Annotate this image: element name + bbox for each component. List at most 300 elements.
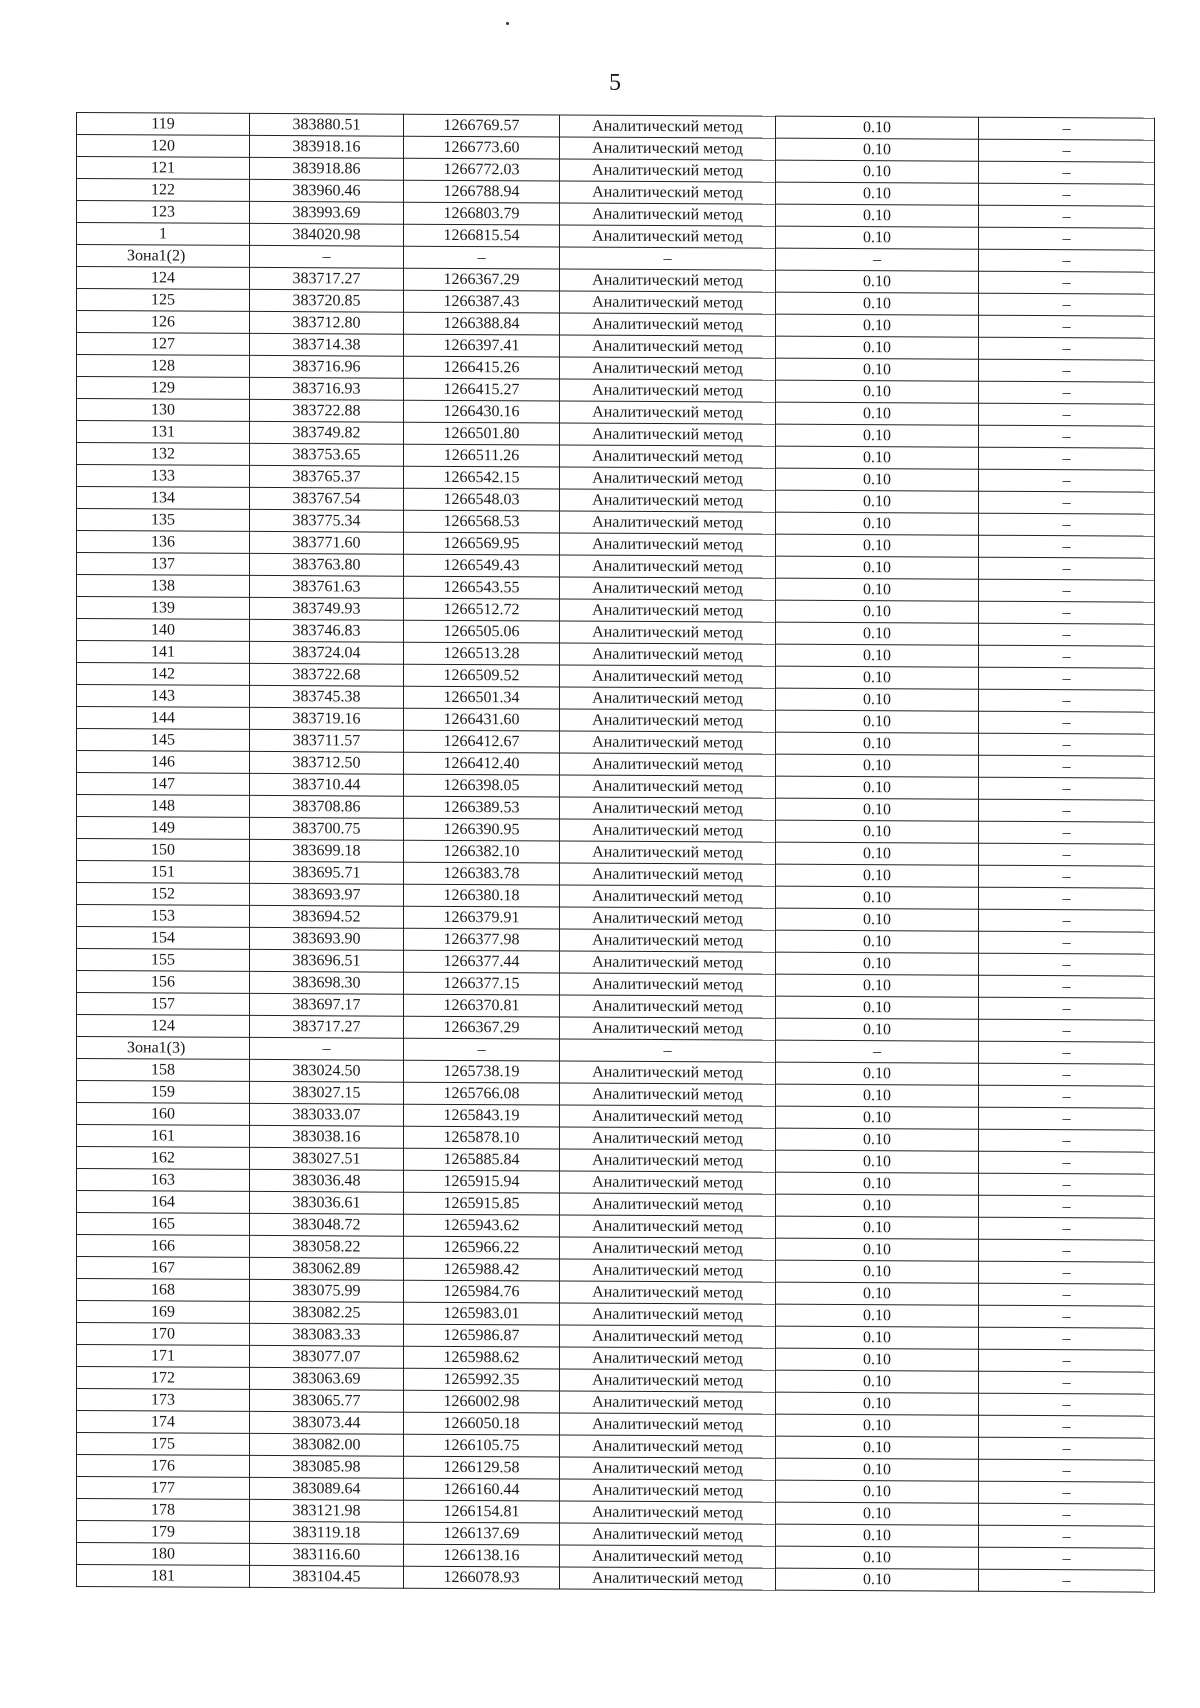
x-coordinate-cell: 383693.90 <box>250 927 404 950</box>
accuracy-cell: 0.10 <box>776 1546 979 1569</box>
x-coordinate-cell: 384020.98 <box>250 223 404 246</box>
note-cell: – <box>979 1217 1155 1240</box>
x-coordinate-cell: 383027.51 <box>250 1147 404 1170</box>
note-cell: – <box>979 931 1155 954</box>
method-cell: Аналитический метод <box>560 445 776 468</box>
x-coordinate-cell: 383716.96 <box>250 355 404 378</box>
method-cell: Аналитический метод <box>560 863 776 886</box>
point-number-cell: 125 <box>77 289 250 312</box>
y-coordinate-cell: 1266772.03 <box>404 158 560 181</box>
note-cell: – <box>979 117 1155 140</box>
note-cell: – <box>979 909 1155 932</box>
accuracy-cell: 0.10 <box>776 820 979 843</box>
note-cell: – <box>979 1415 1155 1438</box>
method-cell: Аналитический метод <box>560 1127 776 1150</box>
x-coordinate-cell: 383918.16 <box>250 135 404 158</box>
accuracy-cell: 0.10 <box>776 732 979 755</box>
method-cell: Аналитический метод <box>560 357 776 380</box>
y-coordinate-cell: 1266050.18 <box>404 1412 560 1435</box>
point-number-cell: 160 <box>77 1103 250 1126</box>
accuracy-cell: 0.10 <box>776 402 979 425</box>
y-coordinate-cell: 1266511.26 <box>404 444 560 467</box>
accuracy-cell: 0.10 <box>776 1502 979 1525</box>
note-cell: – <box>979 689 1155 712</box>
point-number-cell: 131 <box>77 421 250 444</box>
accuracy-cell: 0.10 <box>776 1106 979 1129</box>
point-number-cell: 146 <box>77 751 250 774</box>
method-cell: Аналитический метод <box>560 687 776 710</box>
point-number-cell: 137 <box>77 553 250 576</box>
point-number-cell: 178 <box>77 1499 250 1522</box>
note-cell: – <box>979 975 1155 998</box>
table-row <box>77 1565 1155 1593</box>
point-number-cell: 163 <box>77 1169 250 1192</box>
accuracy-cell: 0.10 <box>776 1480 979 1503</box>
method-cell: Аналитический метод <box>560 1369 776 1392</box>
x-coordinate-cell: 383775.34 <box>250 509 404 532</box>
accuracy-cell: 0.10 <box>776 1238 979 1261</box>
note-cell: – <box>979 843 1155 866</box>
point-number-cell: 128 <box>77 355 250 378</box>
y-coordinate-cell: 1265988.62 <box>404 1346 560 1369</box>
x-coordinate-cell: 383763.80 <box>250 553 404 576</box>
method-cell: Аналитический метод <box>560 841 776 864</box>
point-number-cell: 143 <box>77 685 250 708</box>
method-cell: Аналитический метод <box>560 599 776 622</box>
y-coordinate-cell: 1266390.95 <box>404 818 560 841</box>
method-cell: – <box>560 247 776 270</box>
x-coordinate-cell: 383082.25 <box>250 1301 404 1324</box>
accuracy-cell: 0.10 <box>776 1568 979 1591</box>
x-coordinate-cell: 383083.33 <box>250 1323 404 1346</box>
point-number-cell: 177 <box>77 1477 250 1500</box>
accuracy-cell: 0.10 <box>776 578 979 601</box>
x-coordinate-cell: 383036.61 <box>250 1191 404 1214</box>
point-number-cell: 179 <box>77 1521 250 1544</box>
method-cell: Аналитический метод <box>560 181 776 204</box>
y-coordinate-cell: 1266367.29 <box>404 1016 560 1039</box>
note-cell: – <box>979 337 1155 360</box>
y-coordinate-cell: 1265986.87 <box>404 1324 560 1347</box>
note-cell: – <box>979 315 1155 338</box>
y-coordinate-cell: 1266382.10 <box>404 840 560 863</box>
note-cell: – <box>979 645 1155 668</box>
y-coordinate-cell: 1266788.94 <box>404 180 560 203</box>
y-coordinate-cell: 1266543.55 <box>404 576 560 599</box>
y-coordinate-cell: 1265915.94 <box>404 1170 560 1193</box>
x-coordinate-cell: 383767.54 <box>250 487 404 510</box>
note-cell: – <box>979 733 1155 756</box>
x-coordinate-cell: 383771.60 <box>250 531 404 554</box>
x-coordinate-cell: 383700.75 <box>250 817 404 840</box>
note-cell: – <box>979 425 1155 448</box>
method-cell: Аналитический метод <box>560 1237 776 1260</box>
point-number-cell: 147 <box>77 773 250 796</box>
x-coordinate-cell: 383712.50 <box>250 751 404 774</box>
point-number-cell: 148 <box>77 795 250 818</box>
point-number-cell: 141 <box>77 641 250 664</box>
x-coordinate-cell: 383880.51 <box>250 113 404 136</box>
method-cell: Аналитический метод <box>560 643 776 666</box>
point-number-cell: 120 <box>77 135 250 158</box>
note-cell: – <box>979 799 1155 822</box>
note-cell: – <box>979 271 1155 294</box>
method-cell: Аналитический метод <box>560 1171 776 1194</box>
y-coordinate-cell: 1266568.53 <box>404 510 560 533</box>
accuracy-cell: 0.10 <box>776 1370 979 1393</box>
note-cell: – <box>979 623 1155 646</box>
method-cell: Аналитический метод <box>560 1457 776 1480</box>
accuracy-cell: 0.10 <box>776 886 979 909</box>
x-coordinate-cell: 383918.86 <box>250 157 404 180</box>
y-coordinate-cell: 1266137.69 <box>404 1522 560 1545</box>
method-cell: Аналитический метод <box>560 1325 776 1348</box>
accuracy-cell: 0.10 <box>776 754 979 777</box>
y-coordinate-cell: 1266397.41 <box>404 334 560 357</box>
y-coordinate-cell: 1266367.29 <box>404 268 560 291</box>
note-cell: – <box>979 491 1155 514</box>
note-cell: – <box>979 953 1155 976</box>
accuracy-cell: 0.10 <box>776 908 979 931</box>
note-cell: – <box>979 557 1155 580</box>
y-coordinate-cell: 1266569.95 <box>404 532 560 555</box>
point-number-cell: 180 <box>77 1543 250 1566</box>
point-number-cell: 175 <box>77 1433 250 1456</box>
x-coordinate-cell: 383073.44 <box>250 1411 404 1434</box>
x-coordinate-cell: 383722.68 <box>250 663 404 686</box>
accuracy-cell: 0.10 <box>776 424 979 447</box>
point-number-cell: 173 <box>77 1389 250 1412</box>
method-cell: Аналитический метод <box>560 489 776 512</box>
accuracy-cell: 0.10 <box>776 446 979 469</box>
method-cell: Аналитический метод <box>560 1545 776 1568</box>
method-cell: – <box>560 1039 776 1062</box>
method-cell: Аналитический метод <box>560 577 776 600</box>
x-coordinate-cell: 383063.69 <box>250 1367 404 1390</box>
method-cell: Аналитический метод <box>560 159 776 182</box>
accuracy-cell: 0.10 <box>776 226 979 249</box>
accuracy-cell: 0.10 <box>776 116 979 139</box>
method-cell: Аналитический метод <box>560 137 776 160</box>
x-coordinate-cell: 383717.27 <box>250 267 404 290</box>
method-cell: Аналитический метод <box>560 731 776 754</box>
point-number-cell: 157 <box>77 993 250 1016</box>
x-coordinate-cell: 383038.16 <box>250 1125 404 1148</box>
accuracy-cell: 0.10 <box>776 1326 979 1349</box>
y-coordinate-cell: – <box>404 246 560 269</box>
x-coordinate-cell: 383749.93 <box>250 597 404 620</box>
y-coordinate-cell: 1265984.76 <box>404 1280 560 1303</box>
y-coordinate-cell: 1266387.43 <box>404 290 560 313</box>
point-number-cell: 150 <box>77 839 250 862</box>
point-number-cell: 167 <box>77 1257 250 1280</box>
x-coordinate-cell: 383712.80 <box>250 311 404 334</box>
accuracy-cell: 0.10 <box>776 1150 979 1173</box>
y-coordinate-cell: 1266773.60 <box>404 136 560 159</box>
y-coordinate-cell: 1266415.26 <box>404 356 560 379</box>
point-number-cell: 122 <box>77 179 250 202</box>
note-cell: – <box>979 1393 1155 1416</box>
point-number-cell: 123 <box>77 201 250 224</box>
x-coordinate-cell: 383116.60 <box>250 1543 404 1566</box>
method-cell: Аналитический метод <box>560 665 776 688</box>
y-coordinate-cell: 1266412.40 <box>404 752 560 775</box>
x-coordinate-cell: 383745.38 <box>250 685 404 708</box>
x-coordinate-cell: 383698.30 <box>250 971 404 994</box>
point-number-cell: 134 <box>77 487 250 510</box>
method-cell: Аналитический метод <box>560 621 776 644</box>
y-coordinate-cell: 1265983.01 <box>404 1302 560 1325</box>
x-coordinate-cell: 383121.98 <box>250 1499 404 1522</box>
method-cell: Аналитический метод <box>560 225 776 248</box>
x-coordinate-cell: 383696.51 <box>250 949 404 972</box>
note-cell: – <box>979 1503 1155 1526</box>
note-cell: – <box>979 1239 1155 1262</box>
note-cell: – <box>979 1349 1155 1372</box>
y-coordinate-cell: 1266377.15 <box>404 972 560 995</box>
scan-speck <box>506 22 509 25</box>
accuracy-cell: 0.10 <box>776 710 979 733</box>
method-cell: Аналитический метод <box>560 335 776 358</box>
y-coordinate-cell: 1266769.57 <box>404 114 560 137</box>
point-number-cell: 138 <box>77 575 250 598</box>
accuracy-cell: 0.10 <box>776 1524 979 1547</box>
note-cell: – <box>979 1459 1155 1482</box>
x-coordinate-cell: 383719.16 <box>250 707 404 730</box>
accuracy-cell: 0.10 <box>776 974 979 997</box>
note-cell: – <box>979 1173 1155 1196</box>
note-cell: – <box>979 601 1155 624</box>
note-cell: – <box>979 667 1155 690</box>
x-coordinate-cell: 383993.69 <box>250 201 404 224</box>
point-number-cell: 168 <box>77 1279 250 1302</box>
y-coordinate-cell: 1266548.03 <box>404 488 560 511</box>
y-coordinate-cell: 1266398.05 <box>404 774 560 797</box>
point-number-cell: 124 <box>77 1015 250 1038</box>
note-cell: – <box>979 755 1155 778</box>
accuracy-cell: 0.10 <box>776 1414 979 1437</box>
accuracy-cell: 0.10 <box>776 1436 979 1459</box>
point-number-cell: 149 <box>77 817 250 840</box>
accuracy-cell: 0.10 <box>776 776 979 799</box>
note-cell: – <box>979 183 1155 206</box>
method-cell: Аналитический метод <box>560 1061 776 1084</box>
note-cell: – <box>979 381 1155 404</box>
method-cell: Аналитический метод <box>560 1391 776 1414</box>
method-cell: Аналитический метод <box>560 1105 776 1128</box>
accuracy-cell: 0.10 <box>776 600 979 623</box>
y-coordinate-cell: 1266815.54 <box>404 224 560 247</box>
point-number-cell: 145 <box>77 729 250 752</box>
point-number-cell: 140 <box>77 619 250 642</box>
accuracy-cell: 0.10 <box>776 1018 979 1041</box>
method-cell: Аналитический метод <box>560 533 776 556</box>
method-cell: Аналитический метод <box>560 379 776 402</box>
method-cell: Аналитический метод <box>560 1193 776 1216</box>
y-coordinate-cell: 1266542.15 <box>404 466 560 489</box>
note-cell: – <box>979 513 1155 536</box>
method-cell: Аналитический метод <box>560 1347 776 1370</box>
accuracy-cell: 0.10 <box>776 182 979 205</box>
note-cell: – <box>979 1129 1155 1152</box>
y-coordinate-cell: 1265766.08 <box>404 1082 560 1105</box>
accuracy-cell: 0.10 <box>776 1062 979 1085</box>
method-cell: Аналитический метод <box>560 291 776 314</box>
point-number-cell: 142 <box>77 663 250 686</box>
accuracy-cell: 0.10 <box>776 204 979 227</box>
method-cell: Аналитический метод <box>560 511 776 534</box>
accuracy-cell: 0.10 <box>776 864 979 887</box>
note-cell: – <box>979 777 1155 800</box>
y-coordinate-cell: 1265878.10 <box>404 1126 560 1149</box>
accuracy-cell: 0.10 <box>776 160 979 183</box>
y-coordinate-cell: 1266803.79 <box>404 202 560 225</box>
accuracy-cell: 0.10 <box>776 270 979 293</box>
note-cell: – <box>979 1525 1155 1548</box>
method-cell: Аналитический метод <box>560 819 776 842</box>
y-coordinate-cell: 1266513.28 <box>404 642 560 665</box>
accuracy-cell: 0.10 <box>776 314 979 337</box>
y-coordinate-cell: 1266380.18 <box>404 884 560 907</box>
method-cell: Аналитический метод <box>560 313 776 336</box>
y-coordinate-cell: 1266431.60 <box>404 708 560 731</box>
note-cell: – <box>979 447 1155 470</box>
note-cell: – <box>979 205 1155 228</box>
point-number-cell: 174 <box>77 1411 250 1434</box>
x-coordinate-cell: 383699.18 <box>250 839 404 862</box>
method-cell: Аналитический метод <box>560 1149 776 1172</box>
coordinates-table <box>76 112 1155 1593</box>
accuracy-cell: 0.10 <box>776 1304 979 1327</box>
x-coordinate-cell: 383693.97 <box>250 883 404 906</box>
accuracy-cell: 0.10 <box>776 996 979 1019</box>
x-coordinate-cell: 383065.77 <box>250 1389 404 1412</box>
y-coordinate-cell: 1265988.42 <box>404 1258 560 1281</box>
y-coordinate-cell: 1266509.52 <box>404 664 560 687</box>
note-cell: – <box>979 711 1155 734</box>
accuracy-cell: 0.10 <box>776 380 979 403</box>
accuracy-cell: 0.10 <box>776 336 979 359</box>
coordinates-table-container <box>76 112 1154 1590</box>
method-cell: Аналитический метод <box>560 203 776 226</box>
point-number-cell: 172 <box>77 1367 250 1390</box>
point-number-cell: 126 <box>77 311 250 334</box>
accuracy-cell: 0.10 <box>776 534 979 557</box>
note-cell: – <box>979 249 1155 272</box>
x-coordinate-cell: 383765.37 <box>250 465 404 488</box>
accuracy-cell: 0.10 <box>776 1392 979 1415</box>
accuracy-cell: 0.10 <box>776 1260 979 1283</box>
method-cell: Аналитический метод <box>560 775 776 798</box>
note-cell: – <box>979 1569 1155 1592</box>
y-coordinate-cell: 1266160.44 <box>404 1478 560 1501</box>
accuracy-cell: 0.10 <box>776 1458 979 1481</box>
y-coordinate-cell: 1266002.98 <box>404 1390 560 1413</box>
x-coordinate-cell: 383710.44 <box>250 773 404 796</box>
y-coordinate-cell: 1266383.78 <box>404 862 560 885</box>
method-cell: Аналитический метод <box>560 995 776 1018</box>
point-number-cell: 171 <box>77 1345 250 1368</box>
y-coordinate-cell: 1266377.44 <box>404 950 560 973</box>
note-cell: – <box>979 1481 1155 1504</box>
note-cell: – <box>979 887 1155 910</box>
y-coordinate-cell: 1266430.16 <box>404 400 560 423</box>
x-coordinate-cell: 383048.72 <box>250 1213 404 1236</box>
point-number-cell: 166 <box>77 1235 250 1258</box>
method-cell: Аналитический метод <box>560 401 776 424</box>
x-coordinate-cell: 383695.71 <box>250 861 404 884</box>
point-number-cell: 169 <box>77 1301 250 1324</box>
note-cell: – <box>979 1371 1155 1394</box>
method-cell: Аналитический метод <box>560 269 776 292</box>
method-cell: Аналитический метод <box>560 753 776 776</box>
note-cell: – <box>979 535 1155 558</box>
y-coordinate-cell: 1266549.43 <box>404 554 560 577</box>
y-coordinate-cell: 1266129.58 <box>404 1456 560 1479</box>
point-number-cell: 151 <box>77 861 250 884</box>
note-cell: – <box>979 1195 1155 1218</box>
accuracy-cell: 0.10 <box>776 138 979 161</box>
x-coordinate-cell: – <box>250 1037 404 1060</box>
x-coordinate-cell: 383089.64 <box>250 1477 404 1500</box>
note-cell: – <box>979 579 1155 602</box>
method-cell: Аналитический метод <box>560 1567 776 1590</box>
method-cell: Аналитический метод <box>560 1259 776 1282</box>
note-cell: – <box>979 1063 1155 1086</box>
y-coordinate-cell: 1266505.06 <box>404 620 560 643</box>
x-coordinate-cell: 383717.27 <box>250 1015 404 1038</box>
note-cell: – <box>979 403 1155 426</box>
point-number-cell: 132 <box>77 443 250 466</box>
x-coordinate-cell: 383075.99 <box>250 1279 404 1302</box>
x-coordinate-cell: 383708.86 <box>250 795 404 818</box>
point-number-cell: 181 <box>77 1565 250 1588</box>
point-number-cell: 165 <box>77 1213 250 1236</box>
x-coordinate-cell: 383062.89 <box>250 1257 404 1280</box>
point-number-cell: 121 <box>77 157 250 180</box>
point-number-cell: 129 <box>77 377 250 400</box>
method-cell: Аналитический метод <box>560 423 776 446</box>
x-coordinate-cell: 383024.50 <box>250 1059 404 1082</box>
method-cell: Аналитический метод <box>560 1017 776 1040</box>
y-coordinate-cell: 1265992.35 <box>404 1368 560 1391</box>
y-coordinate-cell: 1266105.75 <box>404 1434 560 1457</box>
method-cell: Аналитический метод <box>560 929 776 952</box>
method-cell: Аналитический метод <box>560 1281 776 1304</box>
point-number-cell: 119 <box>77 113 250 136</box>
accuracy-cell: 0.10 <box>776 1194 979 1217</box>
accuracy-cell: 0.10 <box>776 556 979 579</box>
point-number-cell: 1 <box>77 223 250 246</box>
method-cell: Аналитический метод <box>560 555 776 578</box>
x-coordinate-cell: 383104.45 <box>250 1565 404 1588</box>
method-cell: Аналитический метод <box>560 951 776 974</box>
note-cell: – <box>979 227 1155 250</box>
accuracy-cell: 0.10 <box>776 952 979 975</box>
accuracy-cell: 0.10 <box>776 930 979 953</box>
point-number-cell: 127 <box>77 333 250 356</box>
y-coordinate-cell: 1266379.91 <box>404 906 560 929</box>
point-number-cell: 176 <box>77 1455 250 1478</box>
method-cell: Аналитический метод <box>560 973 776 996</box>
x-coordinate-cell: 383694.52 <box>250 905 404 928</box>
point-number-cell: 170 <box>77 1323 250 1346</box>
y-coordinate-cell: 1266412.67 <box>404 730 560 753</box>
y-coordinate-cell: 1266512.72 <box>404 598 560 621</box>
accuracy-cell: 0.10 <box>776 622 979 645</box>
method-cell: Аналитический метод <box>560 907 776 930</box>
point-number-cell: 156 <box>77 971 250 994</box>
